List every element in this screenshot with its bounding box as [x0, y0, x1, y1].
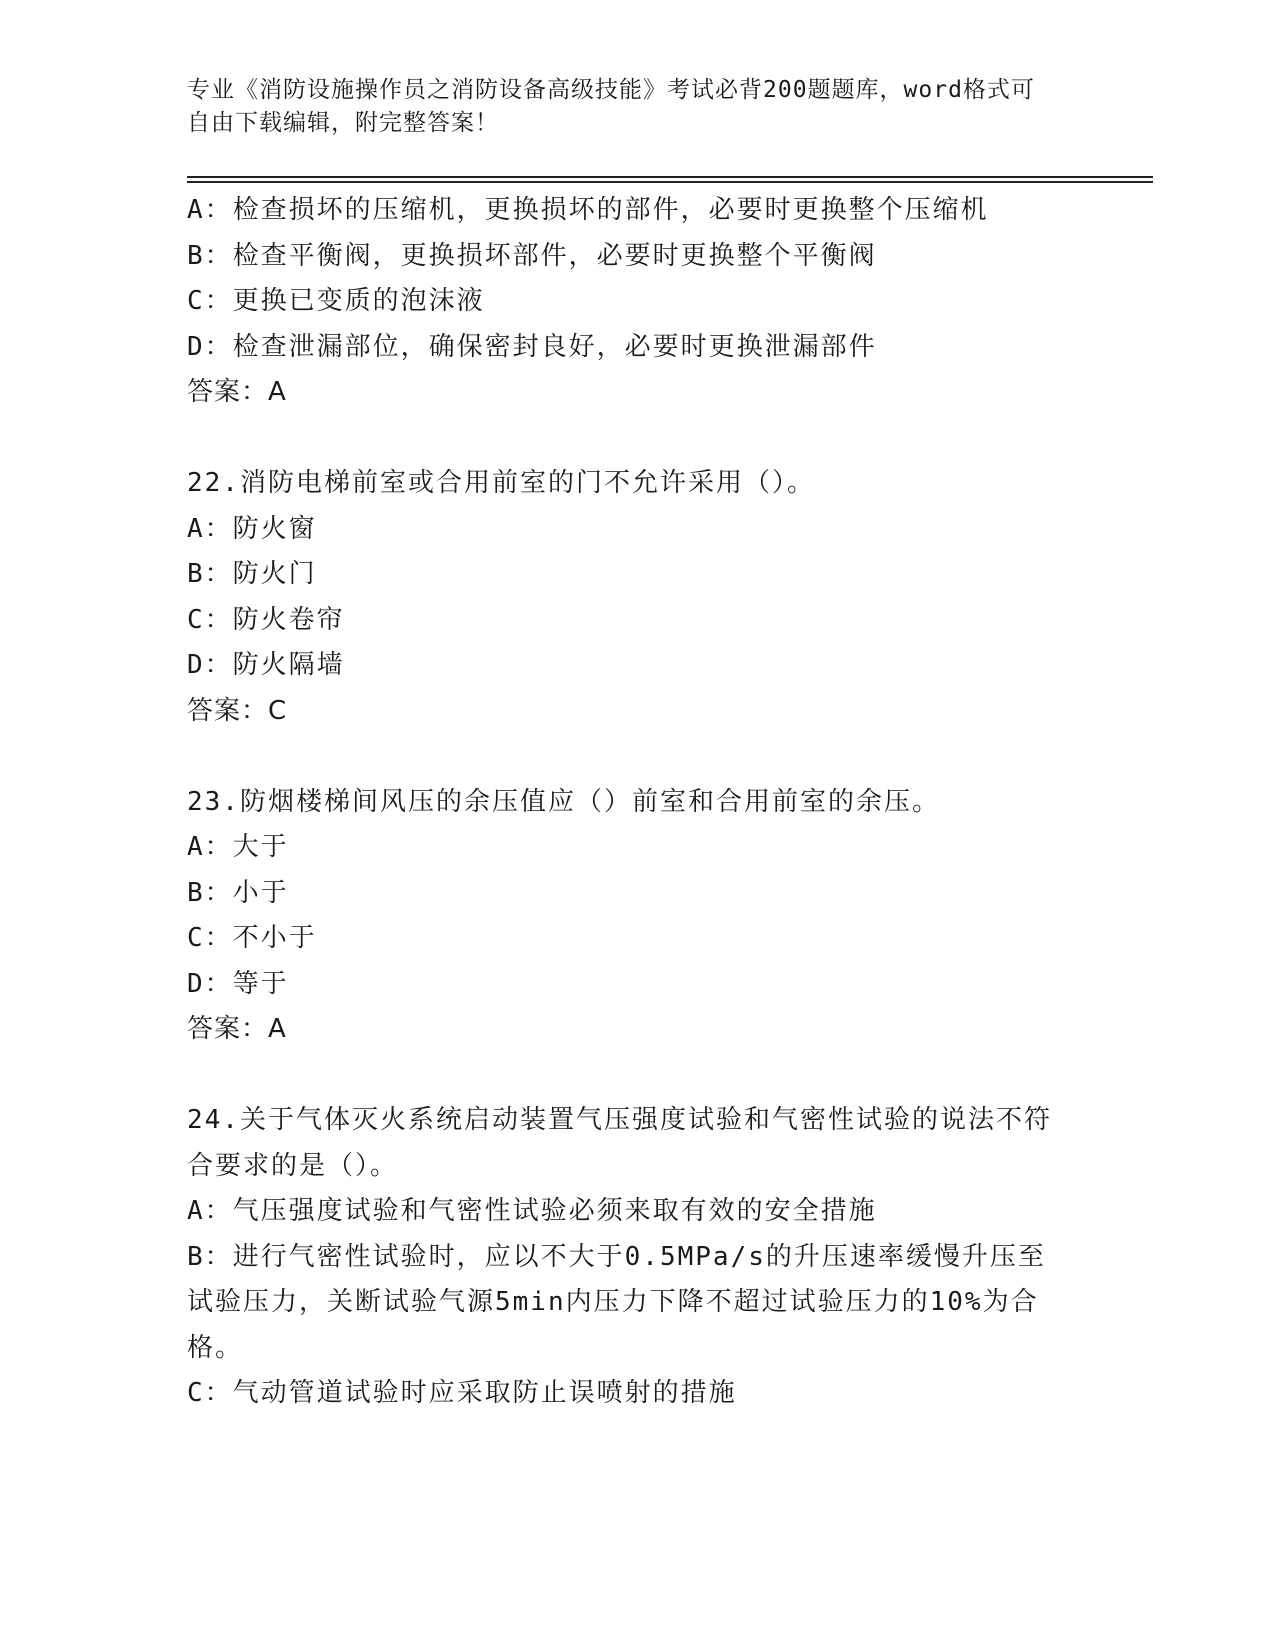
question-22 [187, 461, 1087, 734]
document-header [187, 74, 1067, 140]
question-stem: 22.消防电梯前室或合用前室的门不允许采用（）。 [187, 468, 815, 498]
question-stem-line-2: 合要求的是（）。 [187, 1150, 399, 1181]
spacer [187, 416, 1087, 462]
option-d: D：等于 [187, 968, 289, 999]
option-d: D：检查泄漏部位，确保密封良好，必要时更换泄漏部件 [187, 331, 877, 362]
spacer [187, 734, 1087, 780]
option-c: C：更换已变质的泡沫液 [187, 286, 485, 316]
option-c: C：防火卷帘 [187, 604, 345, 635]
question-stem-line-1: 24.关于气体灭火系统启动装置气压强度试验和气密性试验的说法不符 [187, 1105, 1052, 1135]
option-b: B：防火门 [187, 559, 317, 589]
option-c: C：不小于 [187, 923, 317, 953]
option-b-line-1: B：进行气密性试验时，应以不大于0.5MPa/s的升压速率缓慢升压至 [187, 1241, 1046, 1272]
option-b: B：小于 [187, 877, 289, 908]
option-b-line-2: 试验压力，关断试验气源5min内压力下降不超过试验压力的10%为合 [187, 1287, 1039, 1317]
option-a: A：气压强度试验和气密性试验必须来取有效的安全措施 [187, 1196, 877, 1226]
option-d: D：防火隔墙 [187, 650, 345, 680]
question-23 [187, 780, 1087, 1053]
option-c: C：气动管道试验时应采取防止误喷射的措施 [187, 1378, 737, 1408]
question-21 [187, 188, 1087, 416]
option-b: B：检查平衡阀，更换损坏部件，必要时更换整个平衡阀 [187, 240, 877, 271]
header-divider-top [187, 176, 1153, 178]
answer-text: 答案：C [187, 695, 288, 726]
spacer [187, 1053, 1087, 1099]
answer-text: 答案：A [187, 1014, 287, 1044]
option-a: A：检查损坏的压缩机，更换损坏的部件，必要时更换整个压缩机 [187, 195, 989, 225]
option-a: A：大于 [187, 832, 289, 862]
question-stem: 23.防烟楼梯间风压的余压值应（）前室和合用前室的余压。 [187, 786, 940, 817]
header-line-2: 自由下载编辑，附完整答案！ [187, 110, 499, 136]
option-b-line-3: 格。 [187, 1332, 244, 1363]
header-line-1: 专业《消防设施操作员之消防设备高级技能》考试必背200题题库，word格式可 [187, 77, 1035, 103]
option-a: A：防火窗 [187, 513, 317, 544]
question-list [187, 188, 1087, 1417]
header-divider-bottom [187, 181, 1153, 183]
answer-text: 答案：A [187, 377, 287, 407]
question-24 [187, 1098, 1087, 1417]
